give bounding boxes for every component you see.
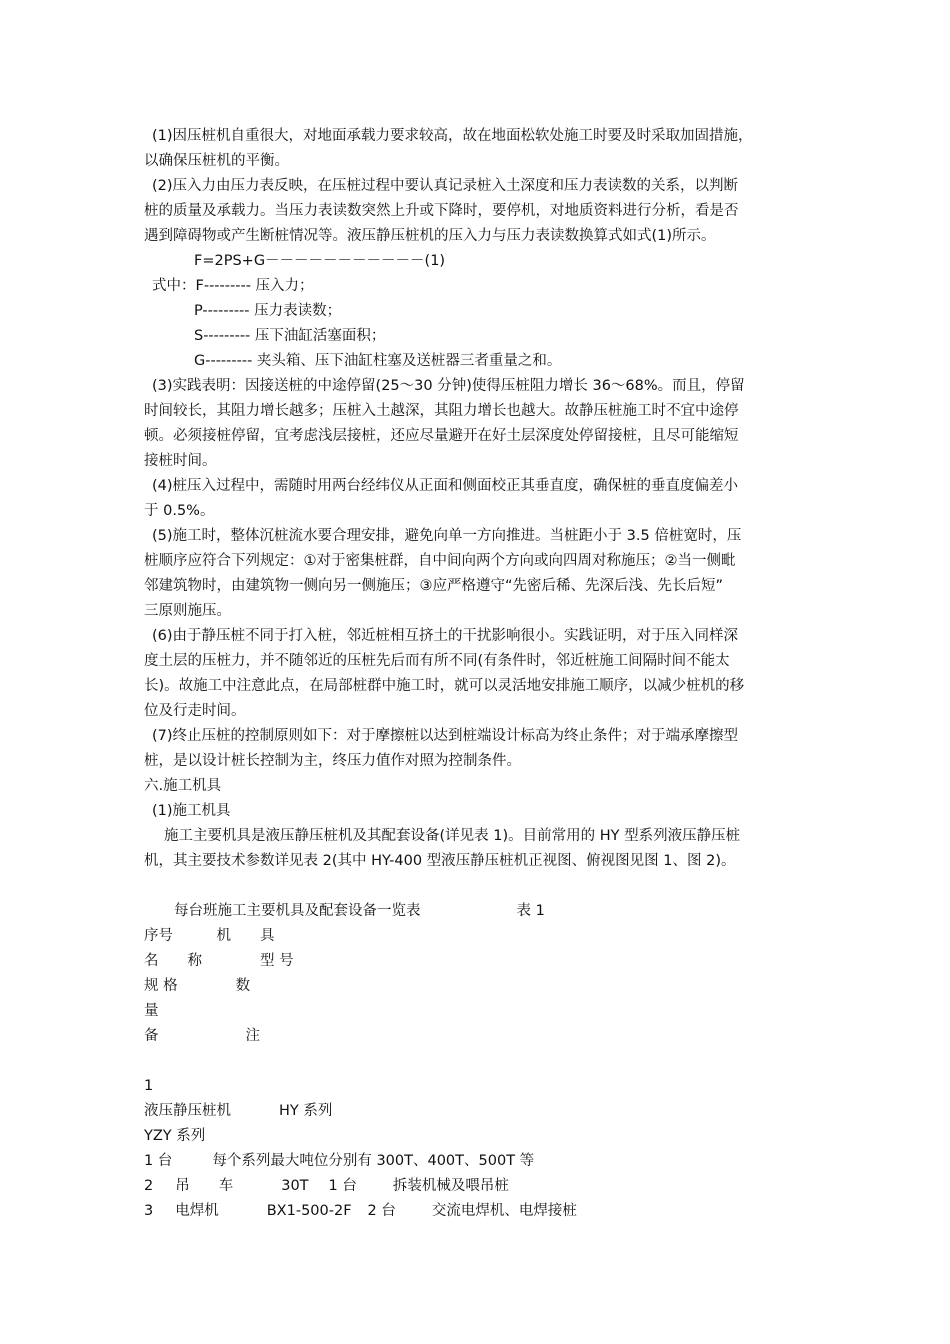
table-header-line: 量 <box>144 1003 159 1019</box>
table-cell-name-model <box>144 1099 812 1124</box>
sub-heading: (1)施工机具 <box>152 803 231 819</box>
text-line: 顿。必须接桩停留，宜考虑浅层接桩，还应尽量避开在好土层深度处停留接桩，且尽可能缩短 <box>144 428 739 444</box>
text-line: 邻建筑物时，由建筑物一侧向另一侧施压；③应严格遵守“先密后稀、先深后浅、先长后短” <box>144 578 724 594</box>
table-header-line: 序号 机 具 <box>144 928 275 944</box>
formula: F=2PS+G－－－－－－－－－－－(1) <box>194 253 446 269</box>
table-header-line: 规 格 数 <box>144 978 251 994</box>
text-line: (3)实践表明：因接送桩的中途停留(25～30 分钟)使得压桩阻力增长 36～68%。而且，停留 <box>152 378 745 394</box>
text-line: 三原则施压。 <box>144 603 231 619</box>
table-header-line: 名 称 型 号 <box>144 953 294 969</box>
text-line: 机，其主要技术参数详见表 2(其中 HY-400 型液压静压桩机正视图、俯视图见图 1、图 2)。 <box>144 853 736 869</box>
table-cell-no: 2 <box>144 1178 154 1194</box>
table-row <box>144 1199 812 1224</box>
text-line: 接桩时间。 <box>144 453 217 469</box>
text-line: (7)终止压桩的控制原则如下：对于摩擦桩以达到桩端设计标高为终止条件；对于端承摩擦型 <box>152 728 739 744</box>
paragraph-7 <box>144 724 812 774</box>
spacer <box>144 1049 812 1074</box>
text-line: 度土层的压桩力，并不随邻近的压桩先后而有所不同(有条件时，邻近桩施工间隔时间不能太 <box>144 653 730 669</box>
table-row <box>144 1074 812 1174</box>
table-cell-qty-note <box>144 1149 812 1174</box>
text-line: 施工主要机具是液压静压桩机及其配套设备(详见表 1)。目前常用的 HY 型系列液压静压桩 <box>164 828 741 844</box>
table-cell-qty: 2 台 <box>367 1203 396 1219</box>
document-page <box>144 124 812 1224</box>
text-line: 遇到障碍物或产生断桩情况等。液压静压桩机的压入力与压力表读数换算式如式(1)所示。 <box>144 228 716 244</box>
text-line: (4)桩压入过程中，需随时用两台经纬仪从正面和侧面校正其垂直度，确保桩的垂直度偏差小 <box>152 478 739 494</box>
table-caption <box>144 899 812 924</box>
paragraph-4 <box>144 474 812 524</box>
table-header <box>144 924 812 1049</box>
table-cell-no: 3 <box>144 1203 154 1219</box>
spacer <box>144 874 812 899</box>
table-cell-note: 拆装机械及喂吊桩 <box>392 1178 509 1194</box>
text-line: 时间较长，其阻力增长越多；压桩入土越深，其阻力增长也越大。故静压桩施工时不宜中途停 <box>144 403 739 419</box>
table-cell-model: BX1-500-2F <box>266 1203 352 1219</box>
text-line: (2)压入力由压力表反映，在压桩过程中要认真记录桩入土深度和压力表读数的关系，以判断 <box>152 178 739 194</box>
text-line: 位及行走时间。 <box>144 703 246 719</box>
text-line: 以确保压桩机的平衡。 <box>144 153 289 169</box>
text-line: 桩，是以设计桩长控制为主，终压力值作对照为控制条件。 <box>144 753 521 769</box>
paragraph-8 <box>144 824 812 874</box>
table-cell-name: 吊 车 <box>175 1178 234 1194</box>
formula-variable: G--------- 夹头箱、压下油缸柱塞及送桩器三者重量之和。 <box>194 353 562 369</box>
formula-where: 式中：F--------- 压入力； <box>152 278 314 294</box>
table-title: 每台班施工主要机具及配套设备一览表 <box>174 903 421 919</box>
formula-variable: P--------- 压力表读数； <box>194 303 342 319</box>
section-heading: 六.施工机具 <box>144 778 222 794</box>
text-line: (6)由于静压桩不同于打入桩，邻近桩相互挤土的干扰影响很小。实践证明，对于压入同样深 <box>152 628 739 644</box>
paragraph-2 <box>144 174 812 249</box>
table-header-line: 备 注 <box>144 1028 260 1044</box>
text-line: (5)施工时，整体沉桩流水要合理安排，避免向单一方向推进。当桩距小于 3.5 倍桩宽时，压 <box>152 528 742 544</box>
paragraph-3 <box>144 374 812 474</box>
table-cell-model: HY 系列 <box>279 1103 333 1119</box>
table-label: 表 1 <box>516 903 545 919</box>
text-line: 长)。故施工中注意此点，在局部桩群中施工时，就可以灵活地安排施工顺序，以减少桩机的移 <box>144 678 745 694</box>
paragraph-1 <box>144 124 812 174</box>
table-cell-qty: 1 台 <box>144 1153 173 1169</box>
table-cell-model: 30T <box>281 1178 309 1194</box>
formula-variable: S--------- 压下油缸活塞面积； <box>194 328 386 344</box>
table-cell-note: 每个系列最大吨位分别有 300T、400T、500T 等 <box>212 1153 535 1169</box>
text-line: 桩的质量及承载力。当压力表读数突然上升或下降时，要停机，对地质资料进行分析，看是否 <box>144 203 739 219</box>
table-cell-name: 电焊机 <box>175 1203 219 1219</box>
table-cell-model-2: YZY 系列 <box>144 1128 206 1144</box>
text-line: (1)因压桩机自重很大，对地面承载力要求较高，故在地面松软处施工时要及时采取加固措施， <box>152 128 753 144</box>
table-cell-no: 1 <box>144 1078 154 1094</box>
text-line: 桩顺序应符合下列规定：①对于密集桩群，自中间向两个方向或向四周对称施压；②当一侧毗 <box>144 553 736 569</box>
table-cell-qty: 1 台 <box>328 1178 357 1194</box>
text-line: 于 0.5%。 <box>144 503 215 519</box>
table-row <box>144 1174 812 1199</box>
table-cell-note: 交流电焊机、电焊接桩 <box>431 1203 577 1219</box>
paragraph-5 <box>144 524 812 624</box>
paragraph-6 <box>144 624 812 724</box>
table-cell-name: 液压静压桩机 <box>144 1103 231 1119</box>
